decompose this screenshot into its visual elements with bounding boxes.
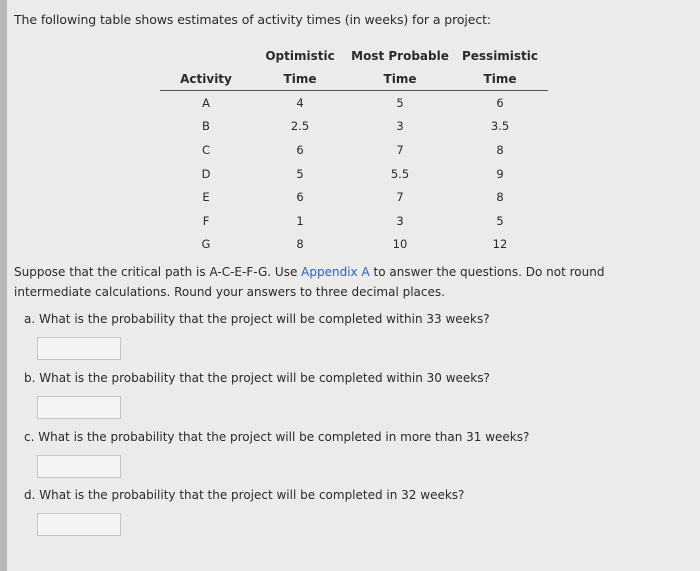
table-row [160, 91, 548, 115]
instructions-paragraph [14, 262, 684, 302]
cell-activity: E [202, 190, 210, 205]
header-optimistic-time: Time [252, 67, 348, 91]
answer-d-input[interactable] [37, 513, 121, 536]
cell-activity: B [202, 119, 210, 134]
table-row [160, 138, 548, 162]
cell-optimistic: 5 [296, 166, 304, 181]
page-left-border [0, 0, 7, 571]
header-activity: Activity [160, 67, 252, 91]
cell-activity: D [201, 166, 211, 181]
header-pessimistic-time: Time [452, 67, 548, 91]
answer-c-input[interactable] [37, 455, 121, 478]
table-header-row-bottom [160, 67, 548, 91]
cell-optimistic: 6 [296, 142, 304, 157]
cell-most-probable: 7 [396, 190, 404, 205]
table-header-row-top [160, 44, 548, 67]
cell-activity: F [202, 213, 210, 228]
cell-pessimistic: 12 [492, 237, 508, 252]
cell-pessimistic: 6 [496, 95, 504, 110]
cell-most-probable: 3 [396, 119, 404, 134]
table-row [160, 233, 548, 257]
table-row [160, 115, 548, 139]
cell-optimistic: 8 [296, 237, 304, 252]
cell-optimistic: 1 [296, 213, 304, 228]
question-b-label: b. What is the probability that the project will be completed within 30 weeks? [24, 371, 490, 385]
question-a-label: a. What is the probability that the project will be completed within 33 weeks? [24, 312, 490, 326]
intro-text: The following table shows estimates of activity times (in weeks) for a project: [14, 12, 492, 27]
cell-most-probable: 10 [392, 237, 408, 252]
question-c-label: c. What is the probability that the project will be completed in more than 31 weeks? [24, 430, 530, 444]
header-most-probable-time: Time [348, 67, 452, 91]
cell-pessimistic: 8 [496, 190, 504, 205]
cell-pessimistic: 9 [496, 166, 504, 181]
header-most-probable: Most Probable [351, 48, 449, 63]
cell-activity: A [202, 95, 210, 110]
cell-most-probable: 7 [396, 142, 404, 157]
cell-pessimistic: 3.5 [490, 119, 510, 134]
header-optimistic: Optimistic [265, 48, 335, 63]
header-pessimistic: Pessimistic [461, 48, 539, 63]
cell-optimistic: 6 [296, 190, 304, 205]
table-row [160, 209, 548, 233]
table-row [160, 162, 548, 186]
question-d-label: d. What is the probability that the project will be completed in 32 weeks? [24, 488, 465, 502]
cell-most-probable: 5.5 [390, 166, 410, 181]
activity-times-table [160, 44, 548, 256]
cell-optimistic: 4 [296, 95, 304, 110]
cell-most-probable: 3 [396, 213, 404, 228]
cell-activity: G [201, 237, 211, 252]
cell-optimistic: 2.5 [290, 119, 310, 134]
cell-activity: C [201, 142, 211, 157]
answer-a-input[interactable] [37, 337, 121, 360]
header-activity-top [160, 44, 252, 67]
cell-pessimistic: 5 [496, 213, 504, 228]
table-row [160, 185, 548, 209]
instructions-text-start: Suppose that the critical path is A-C-E-F-G. Use [14, 265, 302, 279]
instructions-text-end: to answer the questions. Do not round intermediate calculations. Round your answers to three decimal places. [14, 265, 605, 299]
cell-pessimistic: 8 [496, 142, 504, 157]
cell-most-probable: 5 [396, 95, 404, 110]
appendix-a-link[interactable]: Appendix A [301, 265, 370, 279]
answer-b-input[interactable] [37, 396, 121, 419]
